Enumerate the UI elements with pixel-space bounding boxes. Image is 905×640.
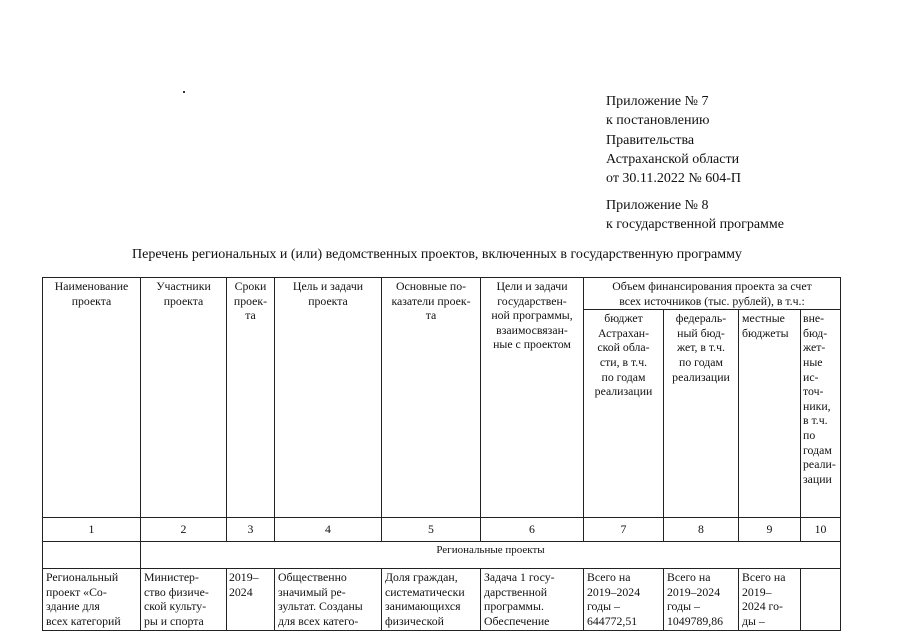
appendix-7-line: от 30.11.2022 № 604-П	[606, 171, 742, 187]
column-number: 3	[227, 518, 275, 542]
column-number: 6	[481, 518, 584, 542]
projects-table	[42, 277, 841, 631]
document-title: Перечень региональных и (или) ведомственных проектов, включенных в государственную программу	[132, 247, 742, 262]
appendix-8-line: к государственной программе	[606, 217, 784, 233]
appendix-7-line: Астраханской области	[606, 151, 740, 167]
header-participants: Участники проекта	[141, 278, 227, 518]
cell-budget-federal: Всего на 2019–2024 годы – 1049789,86	[664, 569, 739, 630]
column-number: 9	[739, 518, 801, 542]
cell-budget-region: Всего на 2019–2024 годы – 644772,51	[584, 569, 664, 630]
header-project-name: Наименование проекта	[43, 278, 141, 518]
header-terms: Сроки проек- та	[227, 278, 275, 518]
appendix-7-line: Приложение № 7	[606, 94, 709, 109]
appendix-8-line: Приложение № 8	[606, 198, 709, 213]
column-number: 4	[275, 518, 382, 542]
header-program-goals: Цели и задачи государствен- ной программы, взаимосвязан- ные с проектом	[481, 278, 584, 518]
cell-project-name: Региональный проект «Со- здание для всех категорий	[43, 569, 141, 630]
cell-project-goals: Общественно значимый ре- зультат. Созданы для всех катего-	[275, 569, 382, 630]
column-number: 2	[141, 518, 227, 542]
column-number: 8	[664, 518, 739, 542]
appendix-7-line: к постановлению	[606, 113, 710, 129]
column-number: 10	[801, 518, 841, 542]
cell-indicators: Доля граждан, систематически занимающихся физической	[382, 569, 481, 630]
header-financing: Объем финансирования проекта за счет всех источников (тыс. рублей), в т.ч.:	[584, 278, 841, 310]
header-budget-local: местные бюджеты	[739, 310, 801, 518]
header-project-goals: Цель и задачи проекта	[275, 278, 382, 518]
section-empty-cell	[43, 542, 141, 569]
cell-program-goals: Задача 1 госу- дарственной программы. Обеспечение	[481, 569, 584, 630]
appendix-7-block	[606, 92, 741, 188]
header-budget-other: вне- бюд- жет- ные ис- точ- ники, в т.ч. по годам реали- зации	[801, 310, 841, 518]
column-number: 5	[382, 518, 481, 542]
cell-participants: Министер- ство физиче- ской культу- ры и спорта	[141, 569, 227, 630]
cell-terms: 2019– 2024	[227, 569, 275, 630]
column-number: 1	[43, 518, 141, 542]
appendix-7-line: Правительства	[606, 132, 695, 148]
cell-budget-local: Всего на 2019– 2024 го- ды –	[739, 569, 801, 630]
header-indicators: Основные по- казатели проек- та	[382, 278, 481, 518]
table-row	[43, 569, 841, 630]
scan-speck	[183, 91, 185, 93]
cell-budget-other	[801, 569, 841, 630]
header-budget-region: бюджет Астрахан- ской обла- сти, в т.ч. по годам реализации	[584, 310, 664, 518]
header-budget-federal: федераль- ный бюд- жет, в т.ч. по годам реализации	[664, 310, 739, 518]
appendix-8-block	[606, 196, 784, 235]
column-number: 7	[584, 518, 664, 542]
section-heading: Региональные проекты	[141, 542, 841, 569]
